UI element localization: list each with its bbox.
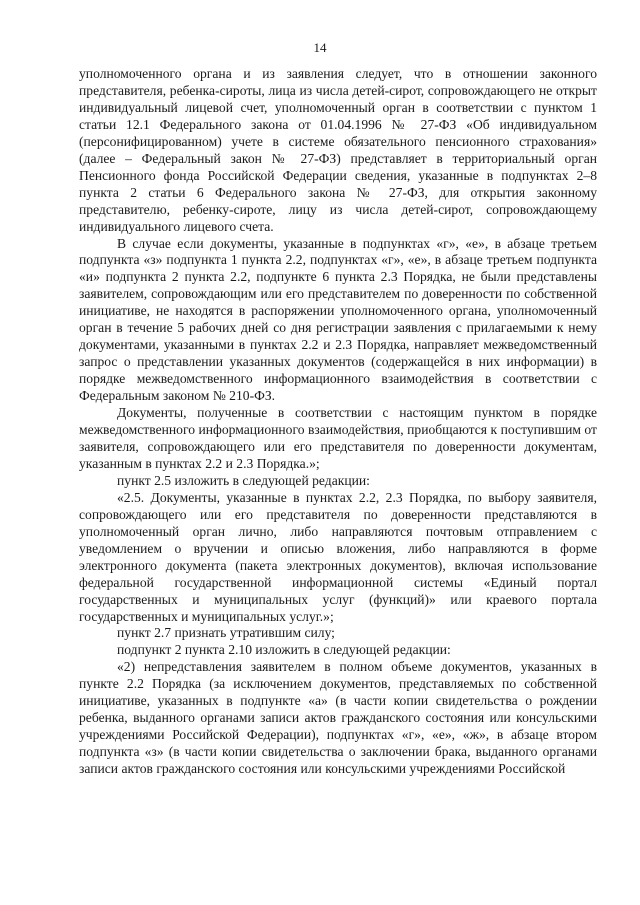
paragraph-documents-received: Документы, полученные в соответствии с настоящим пунктом в порядке межведомственного информационного взаимодействия, приобщаются к поступившим от заявителя, сопровождающего или его представителя по доверенности документам, указанным в пунктах 2.2 и 2.3 Порядка.»; <box>79 405 597 471</box>
paragraph-clause-2-7: пункт 2.7 признать утратившим силу; <box>117 625 335 641</box>
paragraph-subclause-2: «2) непредставления заявителем в полном объеме документов, указанных в пункте 2.2 Порядка (за исключением документов, представляемых по собственной инициативе, указанных в подпункте «а» (в части копии свидетельства о рождении ребенка, выданного органами записи актов гражданского состояния или консульскими учреждениями Российской Федерации), подпунктах «г», «е», «ж», в абзаце втором подпункта «з» (в части копии свидетельства о заключении брака, выданного органами записи актов гражданского состояния или консульскими учреждениями Российской <box>79 659 597 777</box>
paragraph-interagency-request: В случае если документы, указанные в подпунктах «г», «е», в абзаце третьем подпункта «з» подпункта 1 пункта 2.2, подпунктах «г», «е», в абзаце третьем подпункта «и» подпункта 2 пункта 2.2, подпункте 6 пункта 2.3 Порядка, не были представлены заявителем, сопровождающим или его представителем по доверенности по собственной инициативе, не находятся в распоряжении уполномоченного органа, уполномоченный орган в течение 5 рабочих дней со дня регистрации заявления с прилагаемыми к нему документами, указанными в пунктах 2.2 и 2.3 Порядка, направляет межведомственный запрос о представлении указанных документов (содержащейся в них информации) в порядке межведомственного информационного взаимодействия в соответствии с Федеральным законом № 210-ФЗ. <box>79 235 597 404</box>
paragraph-clause-2-5: «2.5. Документы, указанные в пунктах 2.2, 2.3 Порядка, по выбору заявителя, сопровождающего или его представителя по доверенности представляются в уполномоченный орган лично, либо направляются почтовым отправлением с уведомлением о вручении и описью вложения, либо направляются в форме электронного документа (пакета электронных документов), включая использование федеральной государственной информационной системы «Единый портал государственных и муниципальных услуг (функций)» или краевого портала государственных и муниципальных услуг.»; <box>79 489 597 624</box>
document-body <box>79 66 597 778</box>
page-number: 14 <box>313 40 327 55</box>
paragraph-amend-2-10: подпункт 2 пункта 2.10 изложить в следующей редакции: <box>117 642 451 658</box>
paragraph-amend-2-5: пункт 2.5 изложить в следующей редакции: <box>117 472 370 488</box>
paragraph-continuation: уполномоченного органа и из заявления следует, что в отношении законного представителя, ребенка-сироты, лица из числа детей-сирот, сопровождающего не открыт индивидуальный лицевой счет, уполномоченный орган в соответствии с пунктом 1 статьи 12.1 Федерального закона от 01.04.1996 № 27-ФЗ «Об индивидуальном (персонифицированном) учете в системе обязательного пенсионного страхования» (далее – Федеральный закон № 27-ФЗ) представляет в территориальный орган Пенсионного фонда Российской Федерации сведения, указанные в подпунктах 2–8 пункта 2 статьи 6 Федерального закона № 27-ФЗ, для открытия законному представителю, ребенку-сироте, лицу из числа детей-сирот, сопровождающему индивидуального лицевого счета. <box>79 66 597 234</box>
